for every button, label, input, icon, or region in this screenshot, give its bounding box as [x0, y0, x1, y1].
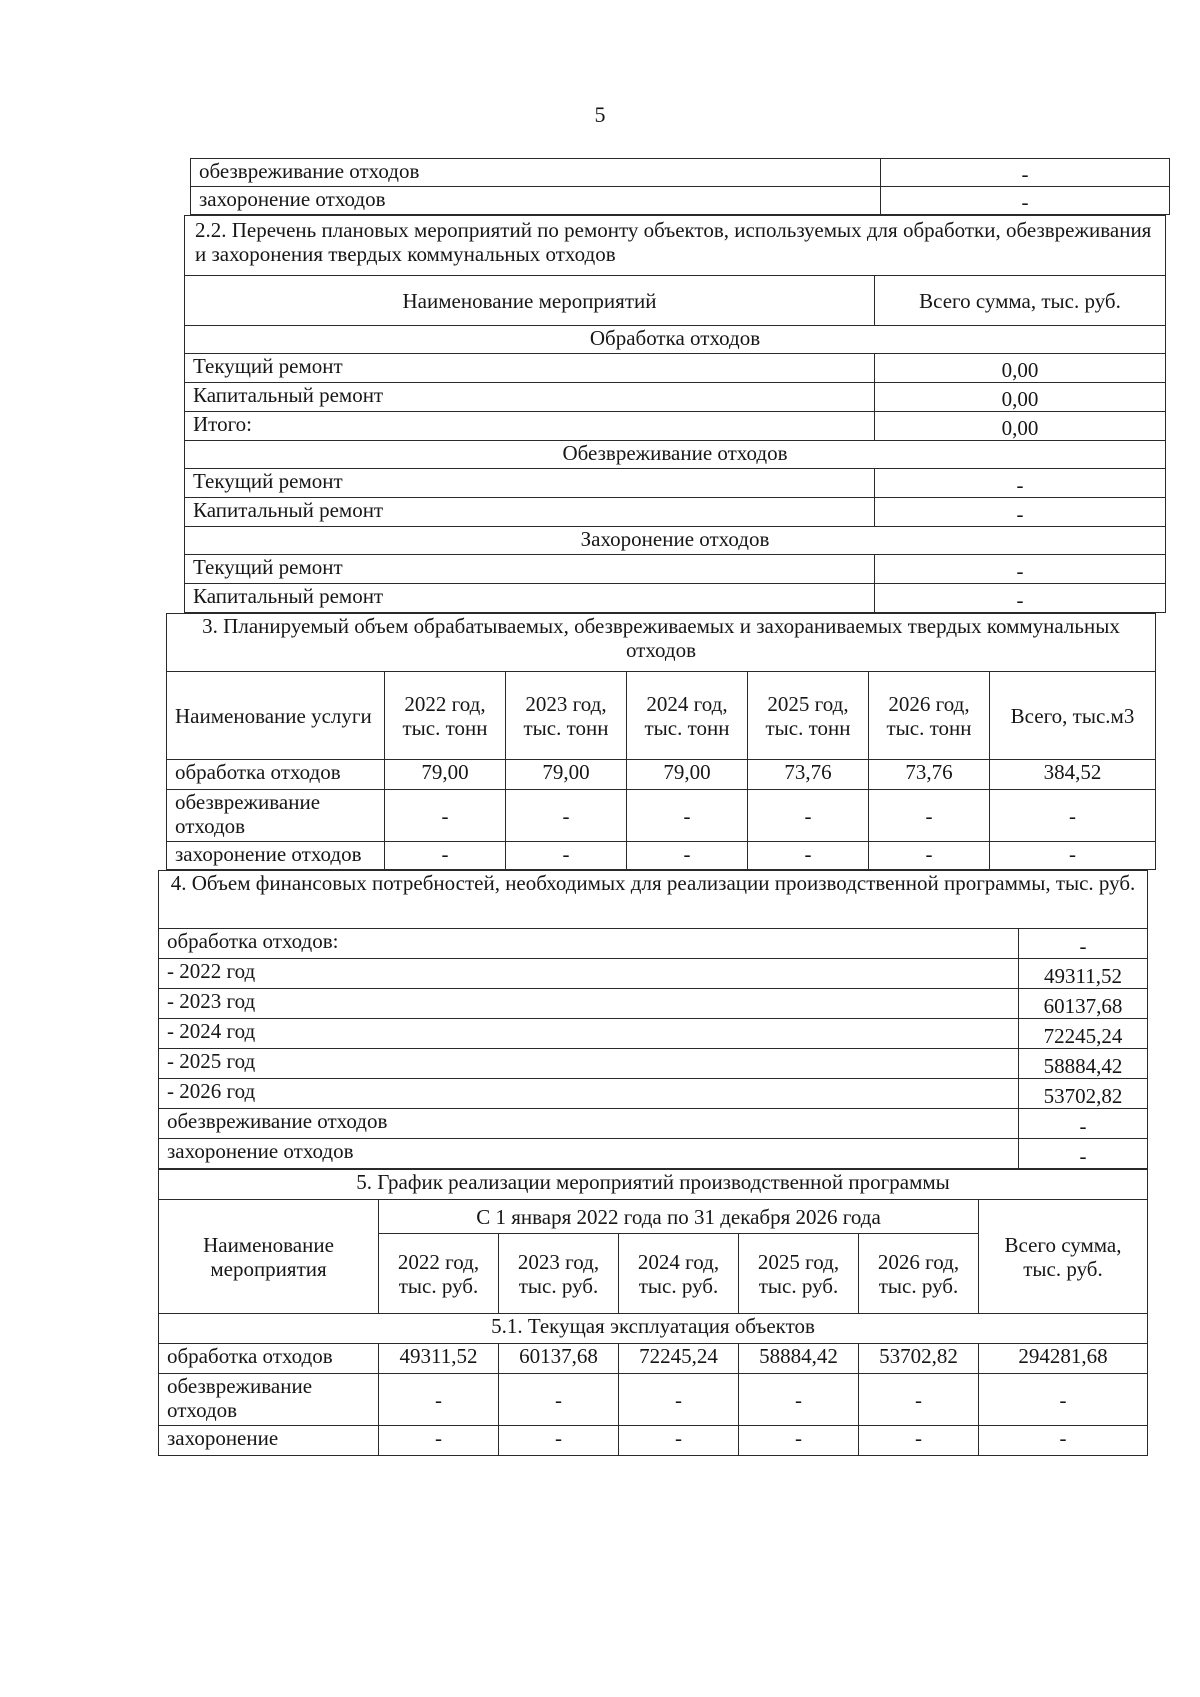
- column-header: Всего сумма, тыс. руб.: [875, 276, 1166, 326]
- row-value: 72245,24: [1019, 1019, 1148, 1049]
- section-title: 3. Планируемый объем обрабатываемых, обезвреживаемых и захораниваемых твердых коммунальных отходов: [167, 614, 1156, 672]
- cell: -: [499, 1426, 619, 1456]
- cell: 79,00: [506, 760, 627, 790]
- table-row: [167, 842, 1156, 870]
- table-row: [159, 1049, 1148, 1079]
- cell: 60137,68: [499, 1344, 619, 1374]
- column-header: 2023 год, тыс. руб.: [499, 1234, 619, 1314]
- cell: -: [739, 1374, 859, 1426]
- column-header: Наименование мероприятия: [159, 1200, 379, 1314]
- cell: 79,00: [627, 760, 748, 790]
- row-value: -: [1019, 1139, 1148, 1169]
- column-header: 2022 год, тыс. руб.: [379, 1234, 499, 1314]
- period-header: С 1 января 2022 года по 31 декабря 2026 года: [379, 1200, 979, 1234]
- section-title: 4. Объем финансовых потребностей, необходимых для реализации производственной программы, тыс. руб.: [159, 871, 1148, 929]
- schedule-table: [158, 1169, 1148, 1456]
- row-value: -: [875, 584, 1166, 613]
- volume-table: [166, 613, 1156, 870]
- row-label: обработка отходов:: [159, 929, 1019, 959]
- group-title: Обработка отходов: [185, 326, 1166, 354]
- table-row: [191, 187, 1170, 215]
- row-label: захоронение отходов: [159, 1139, 1019, 1169]
- document-sheet: [167, 158, 1172, 1456]
- cell: -: [619, 1374, 739, 1426]
- table-row: [191, 159, 1170, 187]
- row-value: 0,00: [875, 412, 1166, 441]
- row-label: Итого:: [185, 412, 875, 441]
- table-row: [185, 383, 1166, 412]
- row-label: Текущий ремонт: [185, 555, 875, 584]
- table-row: [185, 555, 1166, 584]
- cell: -: [379, 1374, 499, 1426]
- cell: -: [739, 1426, 859, 1456]
- row-label: захоронение отходов: [167, 842, 385, 870]
- cell: -: [859, 1374, 979, 1426]
- row-value: 53702,82: [1019, 1079, 1148, 1109]
- cell: 79,00: [385, 760, 506, 790]
- column-header: Всего сумма, тыс. руб.: [979, 1200, 1148, 1314]
- column-header: Наименование услуги: [167, 672, 385, 760]
- cell: -: [748, 790, 869, 842]
- table-row: [185, 498, 1166, 527]
- row-value: 0,00: [875, 354, 1166, 383]
- cell: 53702,82: [859, 1344, 979, 1374]
- subsection-title: 5.1. Текущая эксплуатация объектов: [159, 1314, 1148, 1344]
- table-row: [159, 1019, 1148, 1049]
- table-row: [185, 469, 1166, 498]
- column-header: 2024 год, тыс. руб.: [619, 1234, 739, 1314]
- table-row: [159, 1109, 1148, 1139]
- cell: -: [869, 790, 990, 842]
- cell: -: [627, 790, 748, 842]
- table-row: [185, 354, 1166, 383]
- row-value: 58884,42: [1019, 1049, 1148, 1079]
- row-value: -: [1019, 1109, 1148, 1139]
- cell: 58884,42: [739, 1344, 859, 1374]
- cell: -: [499, 1374, 619, 1426]
- cell: 384,52: [990, 760, 1156, 790]
- cell: -: [979, 1374, 1148, 1426]
- table-row: [185, 412, 1166, 441]
- row-value: 0,00: [875, 383, 1166, 412]
- cell: -: [619, 1426, 739, 1456]
- table-row: [167, 790, 1156, 842]
- row-label: - 2025 год: [159, 1049, 1019, 1079]
- cell: -: [859, 1426, 979, 1456]
- row-label: обезвреживание отходов: [159, 1109, 1019, 1139]
- column-header: 2025 год, тыс. тонн: [748, 672, 869, 760]
- cell: -: [506, 842, 627, 870]
- row-label: обезвреживание отходов: [167, 790, 385, 842]
- group-title: Захоронение отходов: [185, 527, 1166, 555]
- continuation-table: [190, 158, 1170, 215]
- row-label: захоронение: [159, 1426, 379, 1456]
- table-row: [159, 959, 1148, 989]
- table-row: [159, 1344, 1148, 1374]
- repair-plan-table: [184, 215, 1166, 613]
- row-label: захоронение отходов: [191, 187, 881, 215]
- row-label: Капитальный ремонт: [185, 498, 875, 527]
- table-row: [159, 989, 1148, 1019]
- cell: -: [990, 842, 1156, 870]
- table-row: [159, 1079, 1148, 1109]
- cell: -: [379, 1426, 499, 1456]
- cell: -: [979, 1426, 1148, 1456]
- table-row: [167, 760, 1156, 790]
- cell: 73,76: [869, 760, 990, 790]
- section-title: 2.2. Перечень плановых мероприятий по ремонту объектов, используемых для обработки, обезвреживания и захоронения твердых коммунальных отходов: [185, 216, 1166, 276]
- cell: 49311,52: [379, 1344, 499, 1374]
- column-header: 2024 год, тыс. тонн: [627, 672, 748, 760]
- column-header: 2026 год, тыс. тонн: [869, 672, 990, 760]
- cell: -: [748, 842, 869, 870]
- column-header: Наименование мероприятий: [185, 276, 875, 326]
- cell: 294281,68: [979, 1344, 1148, 1374]
- row-label: Капитальный ремонт: [185, 383, 875, 412]
- row-value: 60137,68: [1019, 989, 1148, 1019]
- table-row: [159, 1426, 1148, 1456]
- row-value: -: [875, 498, 1166, 527]
- row-label: - 2023 год: [159, 989, 1019, 1019]
- table-row: [159, 1139, 1148, 1169]
- row-label: - 2024 год: [159, 1019, 1019, 1049]
- row-label: Текущий ремонт: [185, 354, 875, 383]
- table-row: [159, 929, 1148, 959]
- group-title: Обезвреживание отходов: [185, 441, 1166, 469]
- column-header: 2022 год, тыс. тонн: [385, 672, 506, 760]
- row-label: - 2026 год: [159, 1079, 1019, 1109]
- page-number: 5: [594, 102, 606, 127]
- column-header: 2025 год, тыс. руб.: [739, 1234, 859, 1314]
- cell: -: [385, 842, 506, 870]
- section-title: 5. График реализации мероприятий производственной программы: [159, 1170, 1148, 1200]
- cell: 73,76: [748, 760, 869, 790]
- cell: 72245,24: [619, 1344, 739, 1374]
- row-label: обработка отходов: [159, 1344, 379, 1374]
- cell: -: [627, 842, 748, 870]
- financial-needs-table: [158, 870, 1148, 1169]
- column-header: 2023 год, тыс. тонн: [506, 672, 627, 760]
- row-label: - 2022 год: [159, 959, 1019, 989]
- row-value: -: [875, 555, 1166, 584]
- cell: -: [869, 842, 990, 870]
- cell: -: [385, 790, 506, 842]
- row-value: -: [1019, 929, 1148, 959]
- cell: -: [990, 790, 1156, 842]
- row-value: -: [875, 469, 1166, 498]
- row-value: -: [881, 187, 1170, 215]
- row-value: 49311,52: [1019, 959, 1148, 989]
- row-value: -: [881, 159, 1170, 187]
- row-label: обработка отходов: [167, 760, 385, 790]
- row-label: Текущий ремонт: [185, 469, 875, 498]
- table-row: [185, 584, 1166, 613]
- row-label: Капитальный ремонт: [185, 584, 875, 613]
- table-row: [159, 1374, 1148, 1426]
- row-label: обезвреживание отходов: [159, 1374, 379, 1426]
- row-label: обезвреживание отходов: [191, 159, 881, 187]
- cell: -: [506, 790, 627, 842]
- column-header: Всего, тыс.м3: [990, 672, 1156, 760]
- column-header: 2026 год, тыс. руб.: [859, 1234, 979, 1314]
